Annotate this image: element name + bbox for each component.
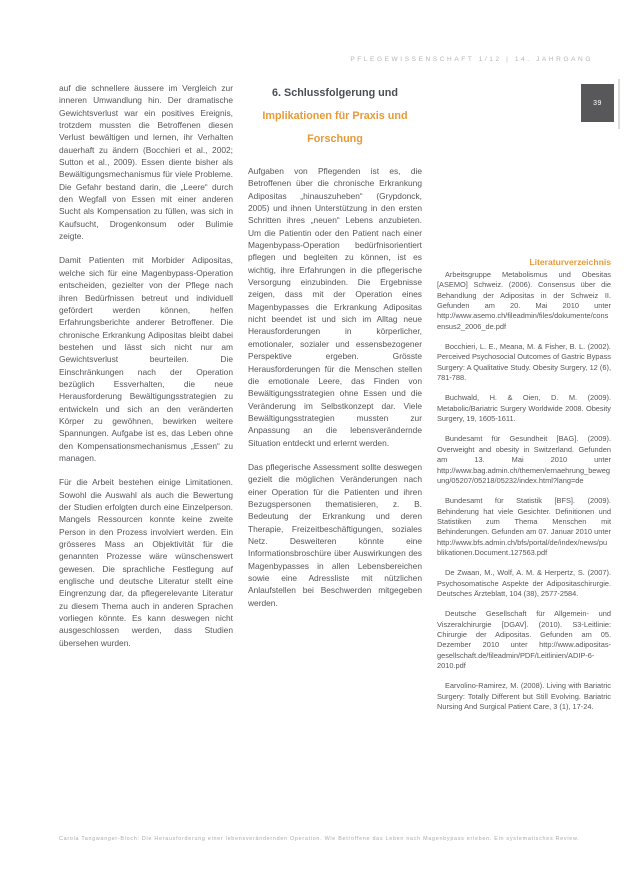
column-middle: [248, 82, 422, 722]
paragraph: Damit Patienten mit Morbider Adipositas, welche sich für eine Magenbypass-Operation entscheiden, gezielter von der Pflege nach ihren Bedürfnissen betreut und individuell gefördert werden können, helfen Erfahrungsberichte anderer Betroffener. Die chronische Erkrankung Adipositas bleibt dabei bestehen und lässt sich nicht nur am Gewichtsverlust beurteilen. Die Einschränkungen nach der Operation bezüglich Essverhalten, die neue Herausforderung Bewältigungsstrategien zu entwickeln und sich an den veränderten Körper zu gewöhnen, bewirken weitere Spannungen. Aufgabe ist es, das Leben ohne den Kompensationsmechanismus „Essen“ zu managen.: [59, 255, 233, 463]
reference-entry: De Zwaan, M., Wolf, A. M. & Herpertz, S. (2007). Psychosomatische Aspekte der Adipositaschirurgie. Deutsches Ärzteblatt, 104 (38), 2577-2584.: [437, 568, 611, 598]
footer-running-title: Carola Tangwanger-Bloch: Die Herausforderung einer lebensverändernden Operation. Wie Betroffene das Leben nach Magenbypass erleben. Ein systematisches Review.: [59, 836, 580, 842]
section-heading-accent: Implikationen für Praxis und Forschung: [262, 110, 408, 145]
running-head: PFLEGEWISSENSCHAFT 1/12 | 14. JAHRGANG: [350, 56, 593, 63]
section-heading-number: 6. Schlussfolgerung und: [272, 87, 398, 99]
reference-entry: Bocchieri, L. E., Meana, M. & Fisher, B. L. (2002). Perceived Psychosocial Outcomes of Gastric Bypass Surgery: A Qualitative Study. Obesity Surgery, 12 (6), 781-788.: [437, 342, 611, 383]
reference-entry: Deutsche Gesellschaft für Allgemein- und Viszeralchirurgie [DGAV]. (2010). S3-Leitlinie: Chirurgie der Adipositas. Gefunden am 05. Dezember 2010 unter http://www.adipositas-gesellschaft.de/fileadmin/PDF/Leitlinien/ADIP-6-2010.pdf: [437, 609, 611, 670]
reference-entry: Arbeitsgruppe Metabolismus und Obesitas [ASEMO] Schweiz. (2006). Consensus über die Behandlung der Adipositas in der Schweiz II. Gefunden am 20. Mai 2010 unter http://www.asemo.ch/fileadmin/files/dokumente/consensus2_2006_de.pdf: [437, 270, 611, 331]
reference-entry: Earvolino-Ramirez, M. (2008). Living with Bariatric Surgery: Totally Different but Still Evolving. Bariatric Nursing And Surgical Patient Care, 3 (1), 17-24.: [437, 681, 611, 712]
reference-entry: Buchwald, H. & Oien, D. M. (2009). Metabolic/Bariatric Surgery Worldwide 2008. Obesity Surgery, 19, 1605-1611.: [437, 393, 611, 424]
paragraph: Aufgaben von Pflegenden ist es, die Betroffenen über die chronische Erkrankung Adipositas „hinauszuheben“ (Grypdonck, 2005) und ihnen Unterstützung in den ersten Schritten ihres „neuen“ Lebens anzubieten. Um die Patientin oder den Patient nach einer Magenbypass-Operation bedürfnisorientiert pflegen und begleiten zu können, ist es wichtig, ihre Erfahrungen in die pflegerische Versorgung einzubinden. Die Ergebnisse zeigen, dass mit der Operation eines Magenbypasses die Erkrankung Adipositas nicht beendet ist und sich im Alltag neue Herausforderungen in körperlicher, emotionaler, sozialer und essensbezogener Perspektive ergeben. Grösste Herausforderungen für die Menschen stellen die emotionale Leere, das Finden von Bewältigungsstrategien ohne Essen und die Veränderung im Selbstkonzept dar. Viele Bewältigungsstrategien mussten zur Anpassung an die lebensverändernde Situation entdeckt und erlernt werden.: [248, 166, 422, 448]
column-left: [59, 82, 233, 722]
paragraph: Für die Arbeit bestehen einige Limitationen. Sowohl die Auswahl als auch die Bewertung der Studien erfolgten durch eine Einzelperson. Mangels Ressourcen konnte keine zweite Person in den Prozess involviert werden. Ein grösseres Mass an Objektivität für die genannten Prozesse wäre wünschenswert gewesen. Die sprachliche Festlegung auf englische und deutsche Literatur stellt eine Eingrenzung dar, da pflegerelevante Literatur zu diesem Thema auch in anderen Sprachen vorliegen könnte. Es kann deswegen nicht ausgeschlossen werden, dass Studien übersehen wurden.: [59, 477, 233, 648]
page-number-badge: 39: [581, 84, 614, 122]
paragraph: Das pflegerische Assessment sollte deswegen gezielt die möglichen Veränderungen nach einer Operation für die Patienten und ihren Bezugspersonen thematisieren, z. B. Bedeutung der Erkrankung und deren Therapie, Freizeitbeschäftigungen, soziales Netz. Desweiteren könnte eine Informationsbroschüre über Auswirkungen des Magenbypasses in allen Lebensbereichen sowie eine Adressliste mit nützlichen Anlaufstellen bei Beschwerden mitgegeben werden.: [248, 461, 422, 608]
paragraph: auf die schnellere äussere im Vergleich zur inneren Umwandlung hin. Der dramatische Gewichtsverlust war ein positives Ereignis, trotzdem mussten die Betroffenen diesen Verlust bewältigen und lernen, ihr Verhalten dauerhaft zu ändern (Bocchieri et al., 2002; Sutton et al., 2009). Essen diente bisher als Bewältigungsmechanismus für viele Probleme. Die Gefahr bestand darin, die „Leere“ durch den Wegfall von Essen mit einer anderen Sucht als Kompensation zu füllen, was sich in Kaufsucht, Drogenkonsum oder Bulimie zeigte.: [59, 83, 233, 242]
references-title: Literaturverzeichnis: [529, 257, 611, 267]
article-body: [59, 82, 611, 722]
column-references: [437, 82, 611, 722]
section-heading: [248, 82, 422, 151]
reference-entry: Bundesamt für Gesundheit [BAG]. (2009). Overweight and obesity in Switzerland. Gefunden am 13. Mai 2010 unter http://www.bag.admin.ch/themen/ernaehrung_bewegung/05207/05218/05232/index.html?lang=de: [437, 434, 611, 485]
reference-entry: Bundesamt für Statistik [BFS]. (2009). Behinderung hat viele Gesichter. Definitionen und Statistiken zum Thema Menschen mit Behinderungen. Gefunden am 07. Januar 2010 unter http://www.bfs.admin.ch/bfs/portal/de/index/news/publikationen.Document.127563.pdf: [437, 496, 611, 557]
page-edge-mark: [618, 79, 620, 129]
